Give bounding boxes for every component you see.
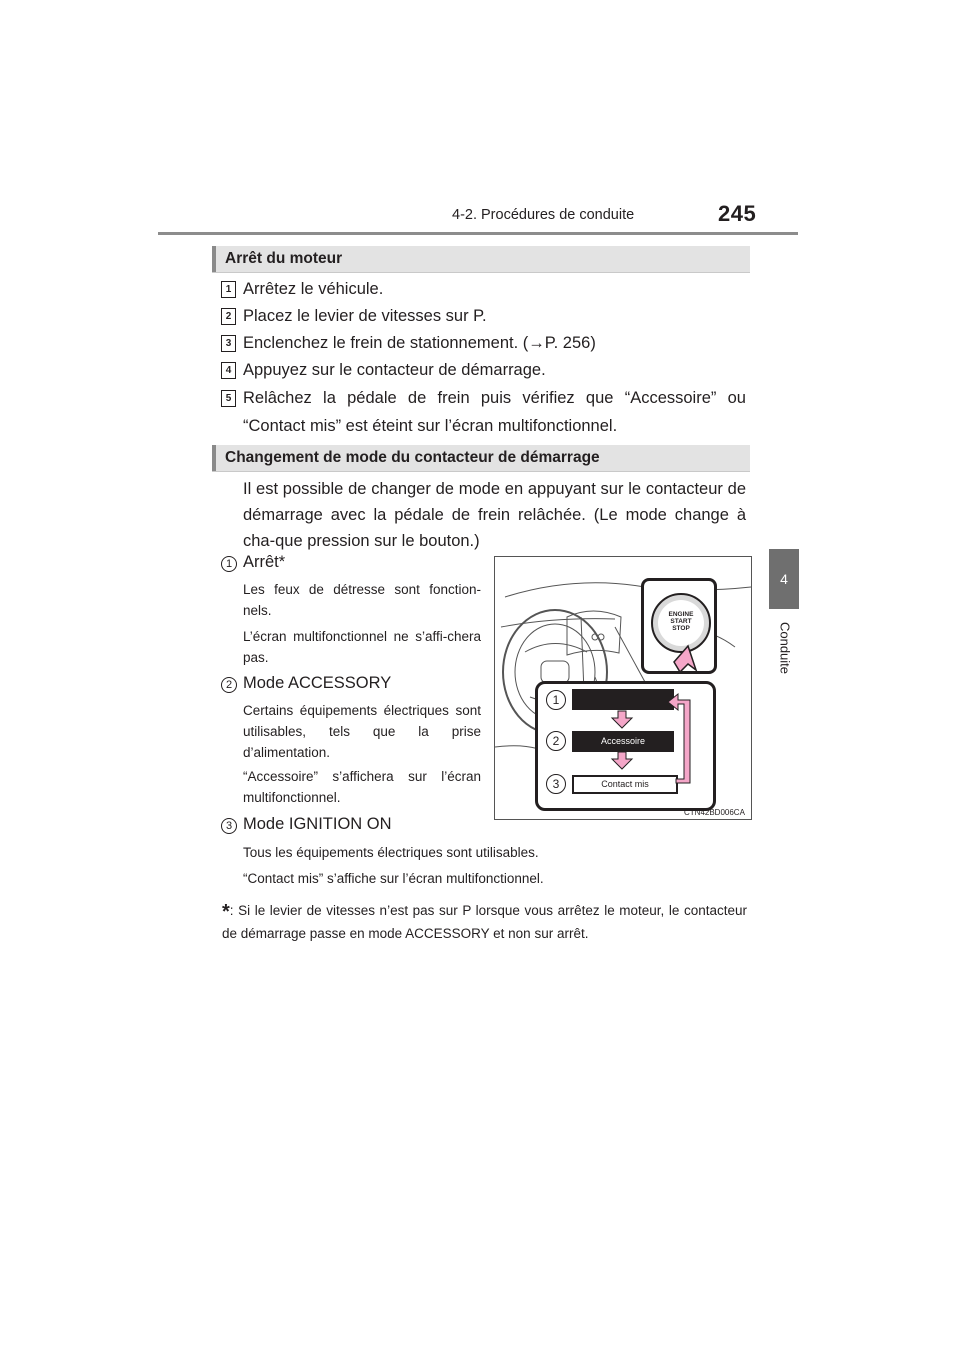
chapter-label: Conduite <box>777 621 793 675</box>
chapter-tab <box>769 549 799 609</box>
step-number-box: 4 <box>221 362 236 379</box>
step-text: Appuyez sur le contacteur de démarrage. <box>243 361 546 379</box>
section-intro: Il est possible de changer de mode en appuyant sur le contacteur de démarrage avec la pédale de frein relâchée. (Le mode change à cha-que pression sur le bouton.) <box>243 480 746 550</box>
section-heading-engine-stop <box>212 246 750 273</box>
press-arrow-icon <box>666 638 706 678</box>
button-label-line: START <box>670 618 692 625</box>
step-number-box: 1 <box>221 281 236 298</box>
display-contact-text: Contact mis <box>601 779 649 789</box>
button-label-line: ENGINE <box>668 611 694 618</box>
chapter-number: 4 <box>780 571 788 587</box>
mode-title: Arrêt* <box>243 553 286 571</box>
figure-callout-number: 2 <box>546 731 566 751</box>
step-text: Arrêtez le véhicule. <box>243 280 384 298</box>
section-title: Arrêt du moteur <box>225 250 343 267</box>
mode-number: 3 <box>221 818 237 834</box>
step-text: Placez le levier de vitesses sur P. <box>243 307 487 325</box>
step-number-box: 5 <box>221 390 236 407</box>
mode-description: Les feux de détresse sont fonction-nels. <box>243 582 481 618</box>
chapter-label-wrap <box>772 617 798 679</box>
step-number-box: 3 <box>221 335 236 352</box>
mode-description: Certains équipements électriques sont utilisables, tels que la prise d’alimentation. <box>243 703 481 760</box>
figure-callout-number: 1 <box>546 690 566 710</box>
section-heading-mode-change <box>212 445 750 472</box>
section-title: Changement de mode du contacteur de démarrage <box>225 449 600 466</box>
mode-description: L’écran multifonctionnel ne s’affi-chera pas. <box>243 629 481 665</box>
mode-title: Mode ACCESSORY <box>243 674 392 692</box>
footnote-text: : Si le levier de vitesses n’est pas sur P lorsque vous arrêtez le moteur, le contacteur de démarrage passe en mode ACCESSORY et non sur arrêt. <box>222 903 747 941</box>
figure-callout-number: 3 <box>546 774 566 794</box>
step-number-box: 2 <box>221 308 236 325</box>
page-number: 245 <box>718 201 757 226</box>
mode-description: Tous les équipements électriques sont utilisables. <box>243 845 539 860</box>
mode-description: “Accessoire” s’affichera sur l’écran multifonctionnel. <box>243 769 481 805</box>
step-text: Relâchez la pédale de frein puis vérifiez que “Accessoire” ou “Contact mis” est éteint sur l’écran multifonctionnel. <box>243 389 746 435</box>
button-label-line: STOP <box>672 625 690 632</box>
step-text: Enclenchez le frein de stationnement. (→P. 256) <box>243 334 596 352</box>
mode-number: 1 <box>221 556 237 572</box>
sequence-arrows-icon <box>606 688 716 798</box>
mode-number: 2 <box>221 677 237 693</box>
running-header-section: 4-2. Procédures de conduite <box>452 207 635 223</box>
figure-code: CTN42BD006CA <box>684 808 745 817</box>
footnote <box>222 900 747 944</box>
display-accessory-text: Accessoire <box>600 736 645 746</box>
footnote-marker: * <box>222 901 230 923</box>
header-rule <box>158 232 798 235</box>
mode-description: “Contact mis” s’affiche sur l’écran multifonctionnel. <box>243 871 544 886</box>
mode-title: Mode IGNITION ON <box>243 815 392 833</box>
